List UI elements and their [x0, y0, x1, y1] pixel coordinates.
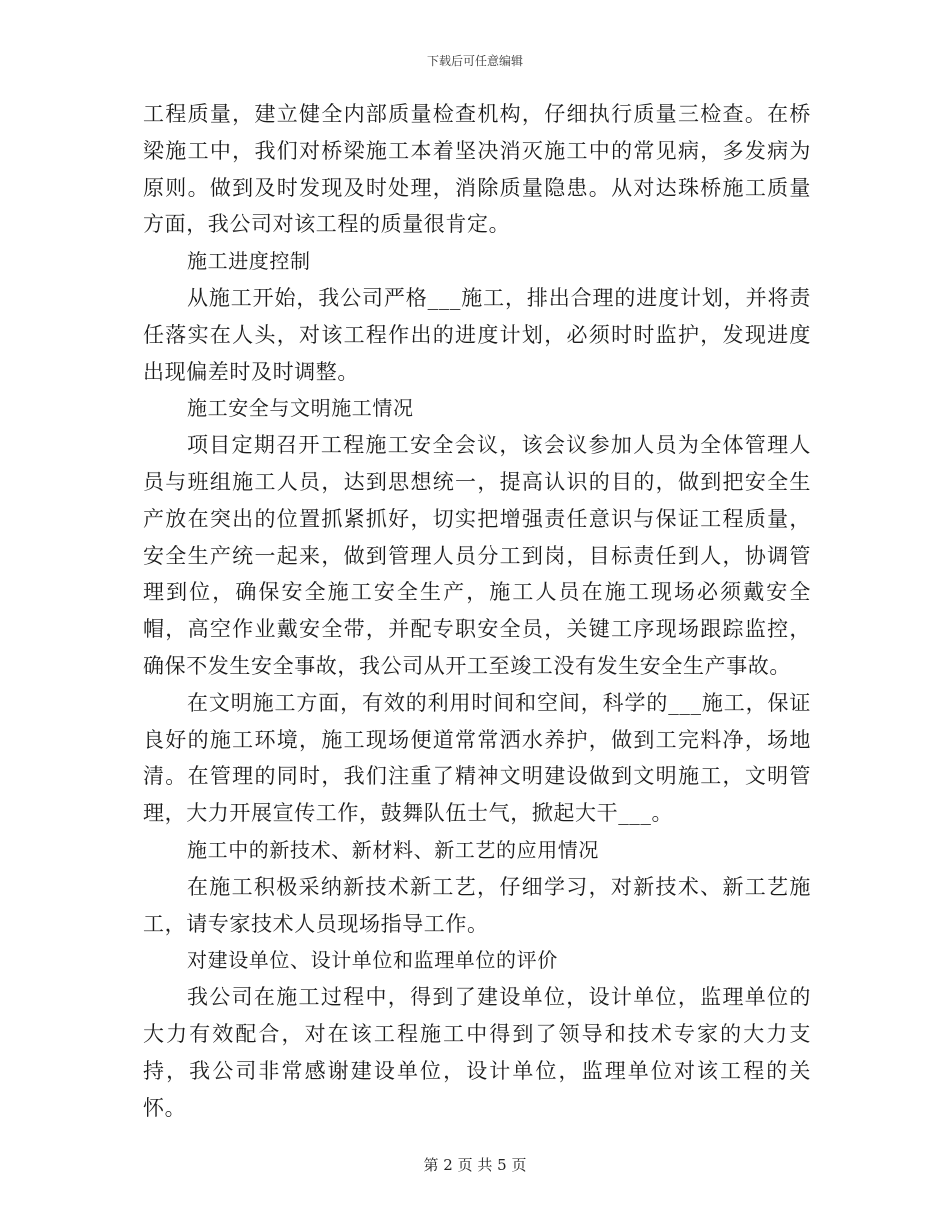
paragraph-safety: 项目定期召开工程施工安全会议，该会议参加人员为全体管理人员与班组施工人员，达到思想统一，提高认识的目的，做到把安全生产放在突出的位置抓紧抓好，切实把增强责任意识与保证工程质量，安全生产统一起来，做到管理人员分工到岗，目标责任到人，协调管理到位，确保安全施工安全生产，施工人员在施工现场必须戴安全帽，高空作业戴安全带，并配专职安全员，关键工序现场跟踪监控，确保不发生安全事故，我公司从开工至竣工没有发生安全生产事故。 — [143, 433, 811, 678]
document-body — [143, 96, 811, 1126]
page-number: 第 2 页 共 5 页 — [423, 1156, 527, 1174]
paragraph-civilized-construction: 在文明施工方面，有效的利用时间和空间，科学的___施工，保证良好的施工环境，施工现场便道常常洒水养护，做到工完料净，场地清。在管理的同时，我们注重了精神文明建设做到文明施工，文明管理，大力开展宣传工作，鼓舞队伍士气，掀起大干___。 — [143, 690, 811, 826]
paragraph-new-technology: 在施工积极采纳新技术新工艺，仔细学习，对新技术、新工艺施工，请专家技术人员现场指导工作。 — [143, 874, 811, 936]
section-heading-evaluation: 对建设单位、设计单位和监理单位的评价 — [187, 948, 558, 973]
section-heading-new-technology: 施工中的新技术、新材料、新工艺的应用情况 — [187, 837, 599, 862]
section-heading-progress: 施工进度控制 — [187, 249, 311, 274]
section-heading-safety: 施工安全与文明施工情况 — [187, 396, 414, 421]
paragraph-progress: 从施工开始，我公司严格___施工，排出合理的进度计划，并将责任落实在人头，对该工程作出的进度计划，必须时时监护，发现进度出现偏差时及时调整。 — [143, 285, 811, 384]
paragraph-quality: 工程质量，建立健全内部质量检查机构，仔细执行质量三检查。在桥梁施工中，我们对桥梁施工本着坚决消灭施工中的常见病，多发病为原则。做到及时发现及时处理，消除质量隐患。从对达珠桥施工质量方面，我公司对该工程的质量很肯定。 — [143, 102, 811, 237]
paragraph-evaluation: 我公司在施工过程中，得到了建设单位，设计单位，监理单位的大力有效配合，对在该工程施工中得到了领导和技术专家的大力支持，我公司非常感谢建设单位，设计单位，监理单位对该工程的关怀。 — [143, 985, 811, 1120]
page-header: 下载后可任意编辑 — [426, 54, 523, 68]
